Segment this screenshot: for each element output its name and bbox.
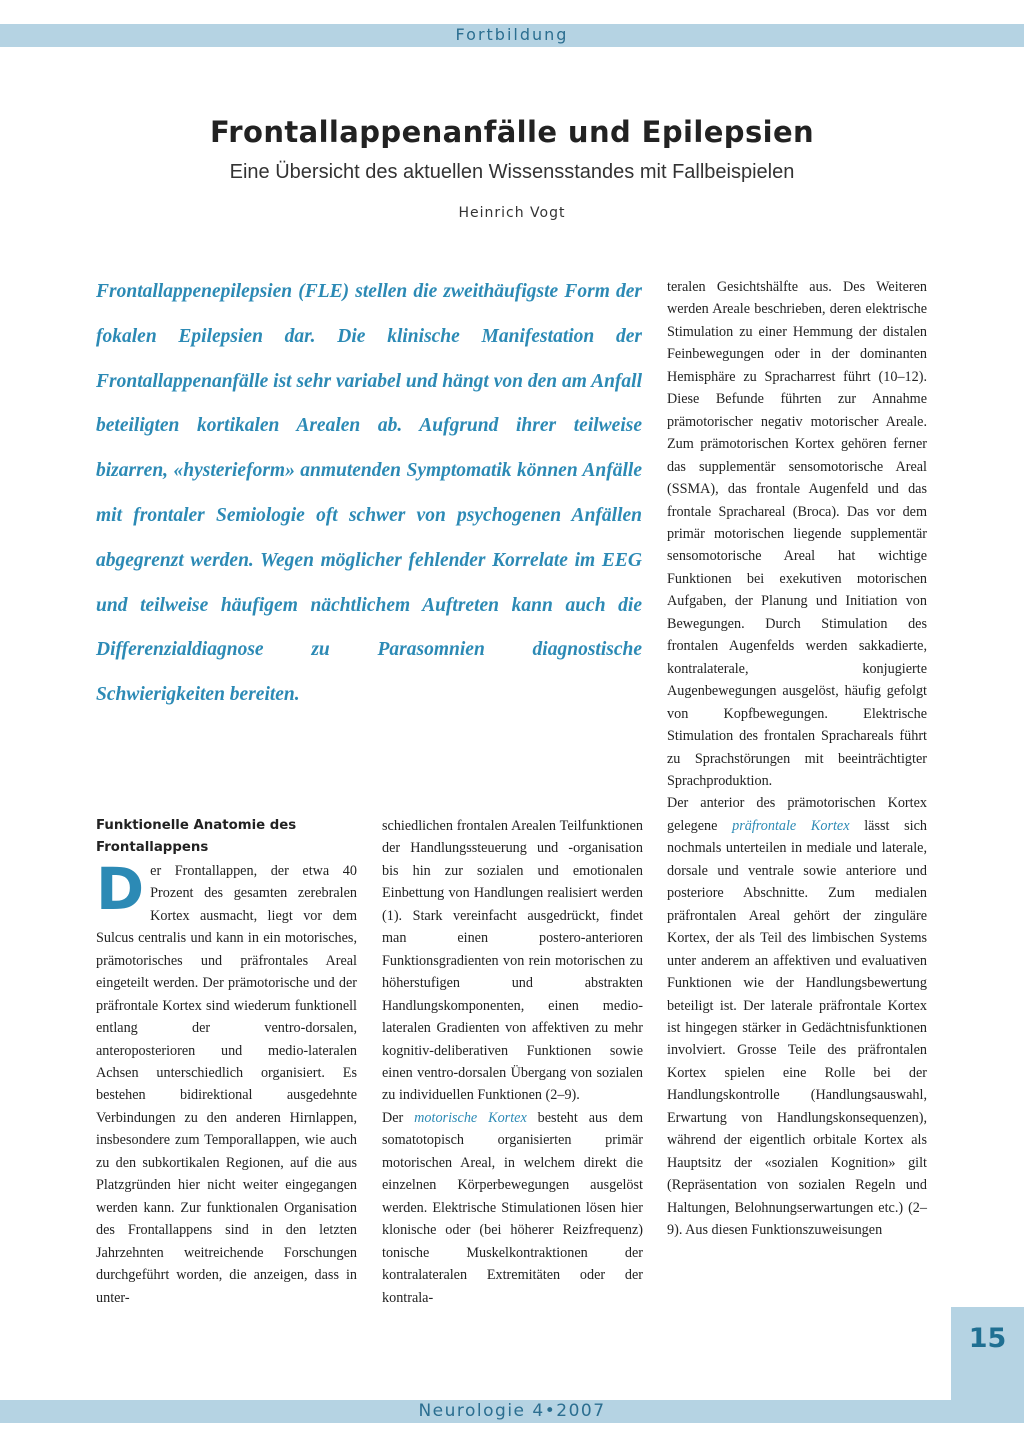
highlight-term: motorische Kortex — [414, 1109, 527, 1126]
author-name: Heinrich Vogt — [458, 205, 566, 221]
section-label: Fortbildung — [455, 25, 569, 44]
body-text: Der anterior des prämotorischen Kortex gelegene — [667, 795, 927, 834]
body-paragraph: schiedlichen frontalen Arealen Teilfunktionen der Handlungssteuerung und -organisation bis hin zur sozialen und emotionalen Einbettung von Handlungen realisiert werden (1). Stark vereinfacht ausgedrückt, findet man einen postero-anterioren Funktionsgradienten von rein motorischen zu höherstufigen und abstrakten Handlungskomponenten, einen medio-lateralen Gradienten von affektiven zu mehr kognitiv-deliberativen Funktionen sowie einen ventro-dorsalen Übergang von sozialen zu individuellen Funktionen (2–9). — [382, 818, 643, 1104]
body-text: Der — [382, 1109, 415, 1126]
body-column-1 — [96, 815, 357, 1309]
body-paragraph: teralen Gesichtshälfte aus. Des Weiteren werden Areale beschrieben, deren elektrische Stimulation zu einer Hemmung der distalen Feinbewegungen oder in der dominanten Hemisphäre zu Spracharrest führt (10–12). Diese Befunde führten zur Annahme prämotorischer negativ motorischer Areale. Zum prämotorischen Kortex gehören ferner das supplementär sensomotorische Areal (SSMA), das frontale Augenfeld und das frontale Sprachareal (Broca). Das vor dem primär motorischen liegende supplementär sensomotorische Areal hat wichtige Funktionen bei exekutiven motorischen Aufgaben, der Planung und Initiation von Bewegungen. Durch Stimulation des frontalen Augenfelds werden sakkadierte, kontralaterale, konjugierte Augenbewegungen ausgelöst, häufig gefolgt von Kopfbewegungen. Elektrische Stimulation des frontalen Sprachareals führt zu Sprachstörungen mit beeinträchtigter Sprachproduktion. — [667, 279, 927, 789]
body-paragraph — [382, 1107, 643, 1309]
highlight-term: präfrontale Kortex — [732, 817, 850, 834]
drop-cap: D — [96, 854, 145, 923]
section-header-band — [0, 24, 1024, 47]
footer-band — [0, 1400, 1024, 1423]
section-heading: Funktionelle Anatomie des Frontallappens — [96, 818, 297, 856]
page-number: 15 — [968, 1323, 1007, 1354]
body-paragraph — [667, 792, 927, 1241]
article-subtitle: Eine Übersicht des aktuellen Wissensstandes mit Fallbeispielen — [229, 161, 795, 183]
article-title: Frontallappenanfälle und Epilepsien — [209, 115, 815, 149]
body-text: lässt sich nochmals unterteilen in mediale und laterale, dorsale und ventrale sowie anteriore und posteriore Abschnitte. Zum medialen präfrontalen Areal gehört der zinguläre Kortex, der als Teil des limbischen Systems unter anderem an affektiven und evaluativen Funktionen wie der Handlungsbewertung beteiligt ist. Der laterale präfrontale Kortex ist hingegen stärker in Gedächtnisfunktionen involviert. Grosse Teile des präfrontalen Kortex spielen eine Rolle bei der Handlungskontrolle (Handlungsauswahl, Erwartung von Handlungskonsequenzen), während der eigentlich orbitale Kortex als Hauptsitz der «sozialen Kognition» gilt (Repräsentation von sozialen Regeln und Haltungen, Belohnungserwartungen etc.) (2–9). Aus diesen Funktionszuweisungen — [667, 817, 927, 1239]
body-text: besteht aus dem somatotopisch organisierten primär motorischen Areal, in welchem direkt die einzelnen Körperbewegungen ausgelöst werden. Elektrische Stimulationen lösen hier klonische oder (bei höherer Reizfrequenz) tonische Muskelkontraktionen der kontralateralen Extremitäten oder der kontrala- — [382, 1109, 643, 1306]
body-column-2 — [382, 815, 643, 1309]
body-paragraph — [96, 854, 357, 1309]
page-number-tab — [951, 1307, 1024, 1400]
body-text: er Frontallappen, der etwa 40 Prozent des gesamten zerebralen Kortex ausmacht, liegt vor dem Sulcus centralis und kann in ein motorisches, prämotorisches und präfrontales Areal eingeteilt werden. Der prämotorische und der präfrontale Kortex sind wiederum funktionell entlang der ventro-dorsalen, anteroposterioren und medio-lateralen Achsen unterschiedlich organisiert. Es bestehen bidirektional ausgedehnte Verbindungen zu den anderen Hirnlappen, insbesondere zum Temporallappen, wie auch zu den subkortikalen Regionen, auf die aus Platzgründen hier nicht weiter eingegangen werden kann. Zur funktionalen Organisation des Frontallappens sind in den letzten Jahrzehnten weitreichende Forschungen durchgeführt worden, die anzeigen, dass in unter- — [96, 862, 357, 1306]
journal-label: Neurologie 4•2007 — [418, 1401, 606, 1421]
body-column-3 — [667, 276, 927, 1241]
article-abstract: Frontallappenepilepsien (FLE) stellen die zweithäufigste Form der fokalen Epilepsien dar. Die klinische Manifestation der Frontallappenanfälle ist sehr variabel und hängt von den am Anfall beteiligten kortikalen Arealen ab. Aufgrund ihrer teilweise bizarren, «hysterieform» anmutenden Symptomatik können Anfälle mit frontaler Semiologie oft schwer von psychogenen Anfällen abgegrenzt werden. Wegen möglicher fehlender Korrelate im EEG und teilweise häufigem nächtlichem Auftreten kann auch die Differenzialdiagnose zu Parasomnien diagnostische Schwierigkeiten bereiten. — [96, 281, 642, 706]
